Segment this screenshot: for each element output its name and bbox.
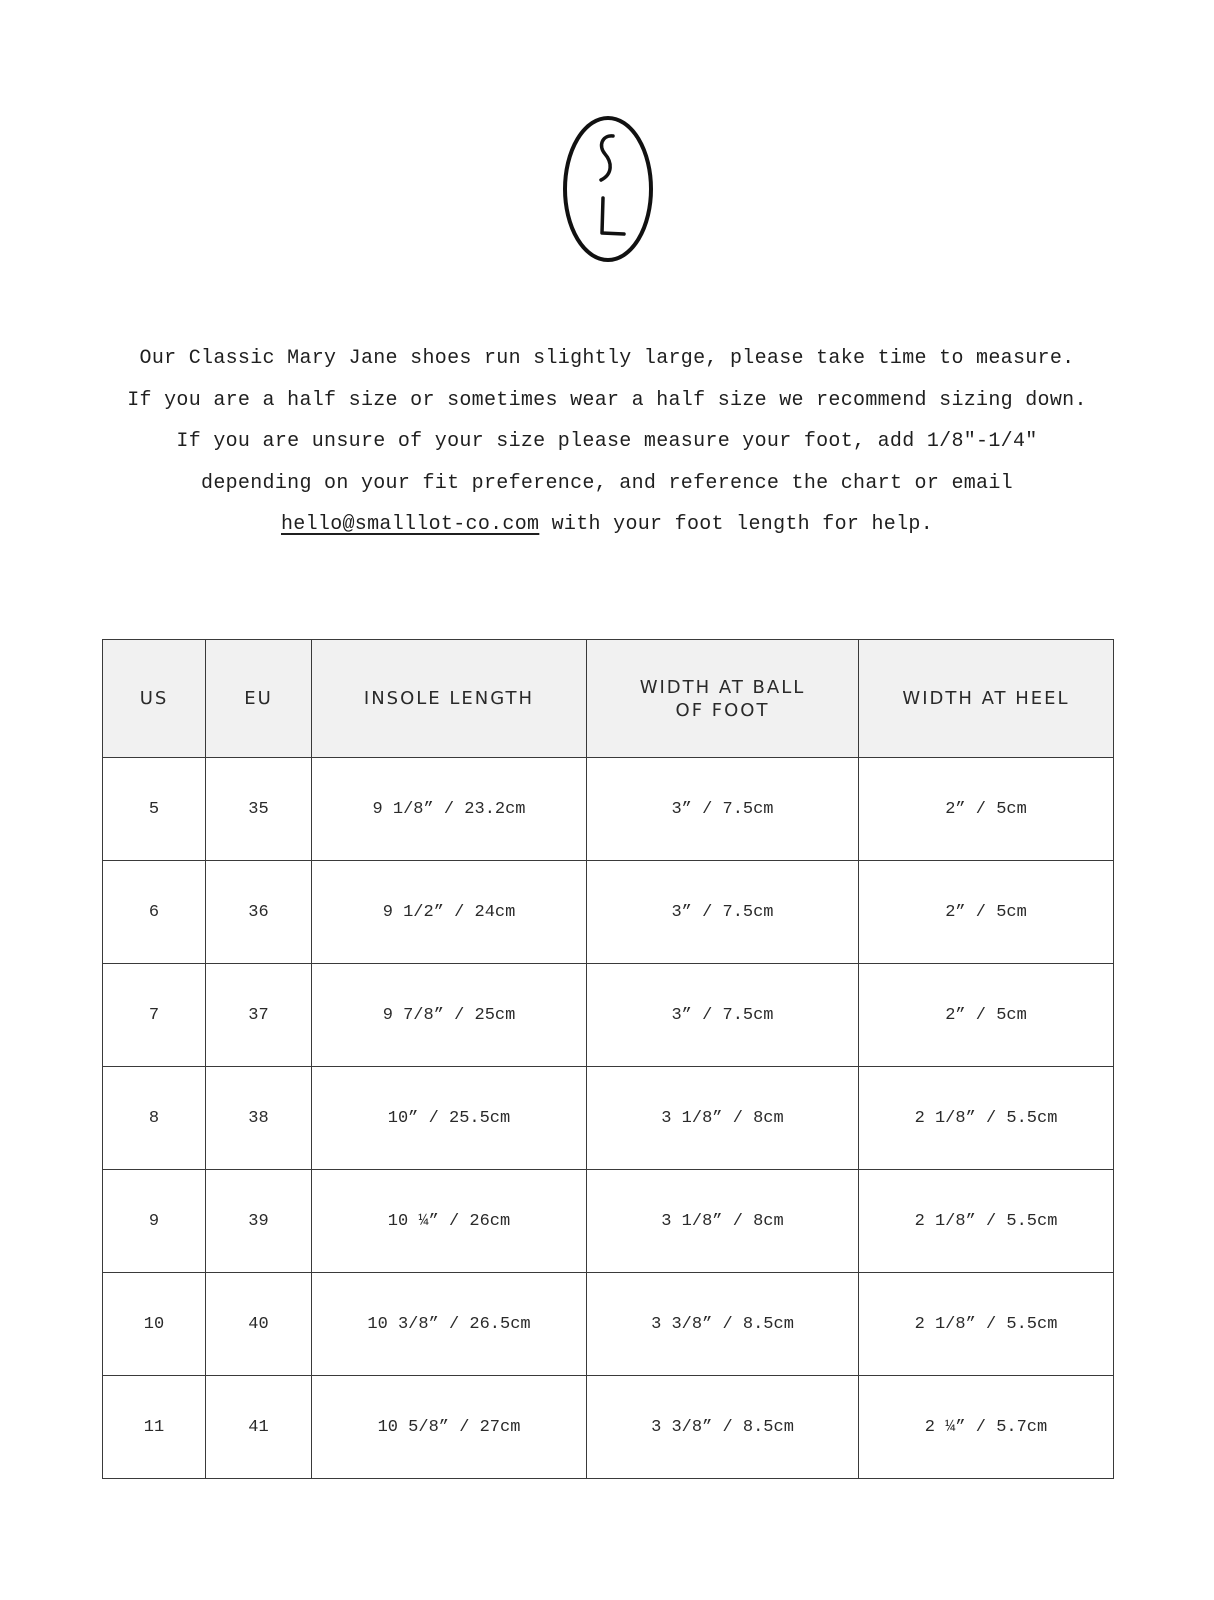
table-row	[103, 1170, 1114, 1273]
sizing-intro	[90, 338, 1124, 546]
header-insole-length: INSOLE LENGTH	[312, 640, 587, 758]
cell-heel: 2 ¼” / 5.7cm	[859, 1376, 1114, 1479]
header-width-ball-label: WIDTH AT BALL OF FOOT	[639, 676, 806, 721]
cell-ball: 3 1/8” / 8cm	[587, 1170, 859, 1273]
cell-insole: 10” / 25.5cm	[312, 1067, 587, 1170]
cell-insole: 9 1/2” / 24cm	[312, 861, 587, 964]
cell-eu: 36	[206, 861, 312, 964]
header-width-heel: WIDTH AT HEEL	[859, 640, 1114, 758]
cell-eu: 38	[206, 1067, 312, 1170]
table-header-row	[103, 640, 1114, 758]
table-row	[103, 1067, 1114, 1170]
intro-line-5-text: with your foot length for help.	[539, 513, 933, 536]
header-us: US	[103, 640, 206, 758]
cell-ball: 3” / 7.5cm	[587, 861, 859, 964]
cell-insole: 10 3/8” / 26.5cm	[312, 1273, 587, 1376]
table-row	[103, 1376, 1114, 1479]
table-row	[103, 1273, 1114, 1376]
cell-heel: 2” / 5cm	[859, 861, 1114, 964]
cell-insole: 10 5/8” / 27cm	[312, 1376, 587, 1479]
header-eu: EU	[206, 640, 312, 758]
intro-line-4: depending on your fit preference, and reference the chart or email	[201, 471, 1013, 495]
email-link[interactable]: hello@smalllot-co.com	[280, 513, 540, 536]
cell-eu: 35	[206, 758, 312, 861]
cell-insole: 9 1/8” / 23.2cm	[312, 758, 587, 861]
cell-insole: 10 ¼” / 26cm	[312, 1170, 587, 1273]
intro-line-3: If you are unsure of your size please measure your foot, add 1/8"-1/4"	[176, 430, 1038, 453]
cell-ball: 3” / 7.5cm	[587, 964, 859, 1067]
size-chart-table	[102, 639, 1114, 1479]
cell-ball: 3 3/8” / 8.5cm	[587, 1273, 859, 1376]
cell-us: 7	[103, 964, 206, 1067]
cell-us: 8	[103, 1067, 206, 1170]
cell-us: 5	[103, 758, 206, 861]
cell-heel: 2 1/8” / 5.5cm	[859, 1170, 1114, 1273]
cell-heel: 2 1/8” / 5.5cm	[859, 1067, 1114, 1170]
intro-line-5	[90, 504, 1124, 546]
cell-us: 11	[103, 1376, 206, 1479]
cell-ball: 3 1/8” / 8cm	[587, 1067, 859, 1170]
cell-ball: 3” / 7.5cm	[587, 758, 859, 861]
cell-eu: 39	[206, 1170, 312, 1273]
cell-heel: 2 1/8” / 5.5cm	[859, 1273, 1114, 1376]
cell-eu: 40	[206, 1273, 312, 1376]
table-row	[103, 964, 1114, 1067]
cell-eu: 41	[206, 1376, 312, 1479]
cell-insole: 9 7/8” / 25cm	[312, 964, 587, 1067]
cell-us: 9	[103, 1170, 206, 1273]
table-row	[103, 758, 1114, 861]
cell-ball: 3 3/8” / 8.5cm	[587, 1376, 859, 1479]
cell-heel: 2” / 5cm	[859, 964, 1114, 1067]
cell-eu: 37	[206, 964, 312, 1067]
cell-heel: 2” / 5cm	[859, 758, 1114, 861]
cell-us: 6	[103, 861, 206, 964]
sl-monogram-icon	[561, 114, 655, 264]
cell-us: 10	[103, 1273, 206, 1376]
header-width-ball	[587, 640, 859, 758]
intro-line-1: Our Classic Mary Jane shoes run slightly large, please take time to measure.	[139, 347, 1075, 370]
table-row	[103, 861, 1114, 964]
intro-line-2: If you are a half size or sometimes wear a half size we recommend sizing down.	[127, 388, 1087, 412]
